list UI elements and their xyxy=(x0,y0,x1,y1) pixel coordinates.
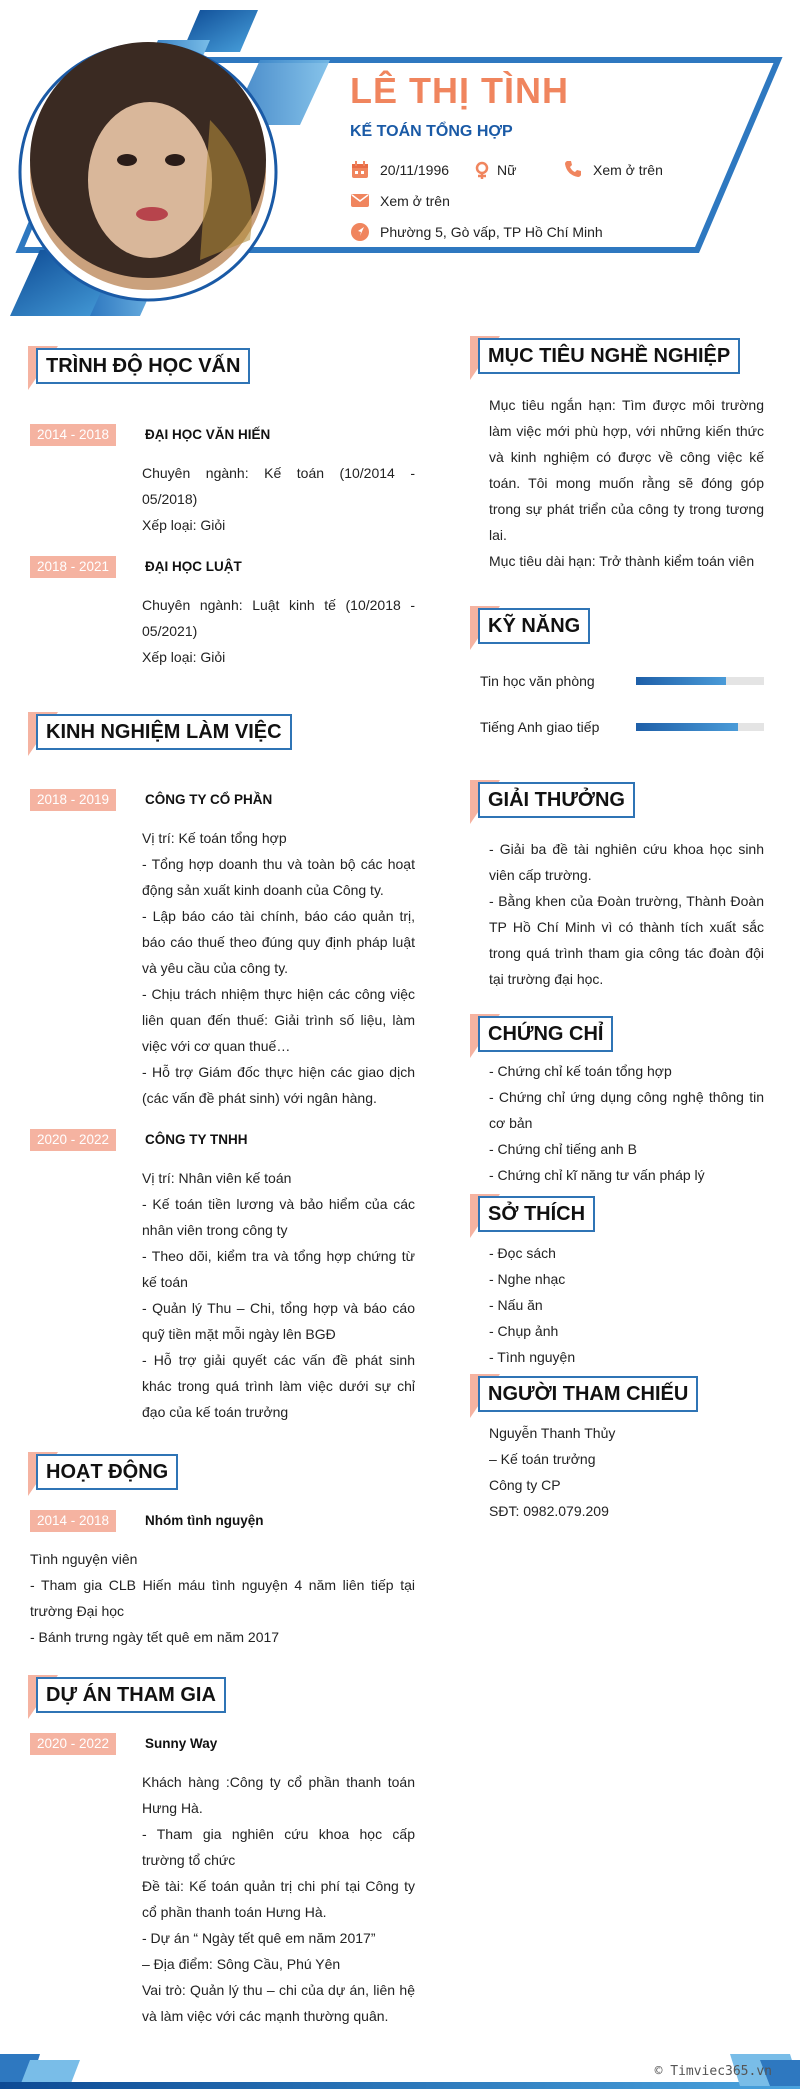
hobbies-text: - Đọc sách - Nghe nhạc - Nấu ăn - Chụp ảnh - Tình nguyện xyxy=(489,1245,576,1365)
references-text: Nguyễn Thanh Thủy – Kế toán trưởng Công ty CP SĐT: 0982.079.209 xyxy=(489,1425,616,1519)
candidate-name: LÊ THỊ TÌNH xyxy=(350,70,569,111)
activities-date: 2014 - 2018 xyxy=(30,1510,116,1532)
experience-date-1: 2018 - 2019 xyxy=(30,789,116,811)
email[interactable]: Xem ở trên xyxy=(380,193,450,209)
certificates-text: - Chứng chỉ kế toán tổng hợp - Chứng chỉ ứng dụng công nghệ thông tin cơ bản - Chứng chỉ tiếng anh B - Chứng chỉ kĩ năng tư vấn pháp lý xyxy=(489,1063,764,1183)
activities-org: Nhóm tình nguyện xyxy=(145,1513,264,1528)
projects-name: Sunny Way xyxy=(145,1736,218,1751)
education-school-1: ĐẠI HỌC VĂN HIẾN xyxy=(145,427,271,442)
gender: Nữ xyxy=(497,162,517,178)
skill-bar-fill-1 xyxy=(636,677,726,685)
avatar xyxy=(30,44,266,300)
job-title: KẾ TOÁN TỔNG HỢP xyxy=(350,123,513,140)
education-school-2: ĐẠI HỌC LUẬT xyxy=(145,559,242,574)
projects-details: Khách hàng :Công ty cổ phần thanh toán Hưng Hà. - Tham gia nghiên cứu khoa học cấp trường tổ chức Đề tài: Kế toán quản trị chi phí tại Công ty cổ phần thanh toán Hưng Hà. - Dự án “ Ngày tết quê em năm 2017” – Địa điểm: Sông Cầu, Phú Yên Vai trò: Quản lý thu – chi của dự án, liên hệ và làm việc với các mạnh thường quân. xyxy=(142,1774,415,2024)
location-icon xyxy=(350,222,370,242)
phone-icon xyxy=(563,159,583,179)
gender-icon xyxy=(472,160,492,180)
phone[interactable]: Xem ở trên xyxy=(593,162,663,178)
experience-details-2: Vị trí: Nhân viên kế toán - Kế toán tiền lương và bảo hiểm của các nhân viên trong công ty - Theo dõi, kiểm tra và tổng hợp chứng từ kế toán - Quản lý Thu – Chi, tổng hợp và báo cáo quỹ tiền mặt mỗi ngày lên BGĐ - Hỗ trợ giải quyết các vấn đề phát sinh khác trong quá trình làm việc dưới sự chỉ đạo của kế toán trưởng xyxy=(142,1170,415,1420)
address: Phường 5, Gò vấp, TP Hồ Chí Minh xyxy=(380,224,603,240)
activities-details: Tình nguyện viên - Tham gia CLB Hiến máu tình nguyện 4 năm liên tiếp tại trường Đại học - Bánh trưng ngày tết quê em năm 2017 xyxy=(30,1551,415,1645)
skill-bar-2 xyxy=(636,723,764,731)
education-date-2: 2018 - 2021 xyxy=(30,556,116,578)
education-details-1: Chuyên ngành: Kế toán (10/2014 - 05/2018) Xếp loại: Giỏi xyxy=(142,465,415,533)
experience-company-1: CÔNG TY CỔ PHẦN xyxy=(145,792,273,807)
projects-date: 2020 - 2022 xyxy=(30,1733,116,1755)
skill-name-1: Tin học văn phòng xyxy=(480,673,595,689)
experience-details-1: Vị trí: Kế toán tổng hợp - Tổng hợp doanh thu và toàn bộ các hoạt động sản xuất kinh doanh của Công ty. - Lập báo cáo tài chính, báo cáo quản trị, báo cáo thuế theo đúng quy định pháp luật và yêu cầu của công ty. - Chịu trách nhiệm thực hiện các công việc liên quan đến thuế: Giải trình số liệu, làm việc với cơ quan thuế… - Hỗ trợ Giám đốc thực hiện các giao dịch (các vấn đề phát sinh) với ngân hàng. xyxy=(142,830,415,1106)
skill-name-2: Tiếng Anh giao tiếp xyxy=(480,719,600,735)
birthday: 20/11/1996 xyxy=(380,162,450,178)
experience-date-2: 2020 - 2022 xyxy=(30,1129,116,1151)
education-details-2: Chuyên ngành: Luật kinh tế (10/2018 - 05/2021) Xếp loại: Giỏi xyxy=(142,597,415,665)
awards-text: - Giải ba đề tài nghiên cứu khoa học sinh viên cấp trường. - Bằng khen của Đoàn trường, Thành Đoàn TP Hồ Chí Minh vì có thành tích xuất sắc trong quá trình tham gia công tác đoàn đội tại trường đại học. xyxy=(489,841,764,987)
email-icon xyxy=(350,190,370,210)
experience-company-2: CÔNG TY TNHH xyxy=(145,1132,248,1147)
education-date-1: 2014 - 2018 xyxy=(30,424,116,446)
calendar-icon xyxy=(350,160,370,180)
skill-bar-1 xyxy=(636,677,764,685)
watermark: © Timviec365.vn xyxy=(654,2064,772,2079)
skill-bar-fill-2 xyxy=(636,723,738,731)
objective-text: Mục tiêu ngắn hạn: Tìm được môi trường làm việc mới phù hợp, với những kiến thức và kinh nghiệm có được về công việc kế toán. Tôi mong muốn rằng sẽ đóng góp trong sự phát triển của công ty trong tương lai. Mục tiêu dài hạn: Trở thành kiểm toán viên xyxy=(489,397,764,569)
